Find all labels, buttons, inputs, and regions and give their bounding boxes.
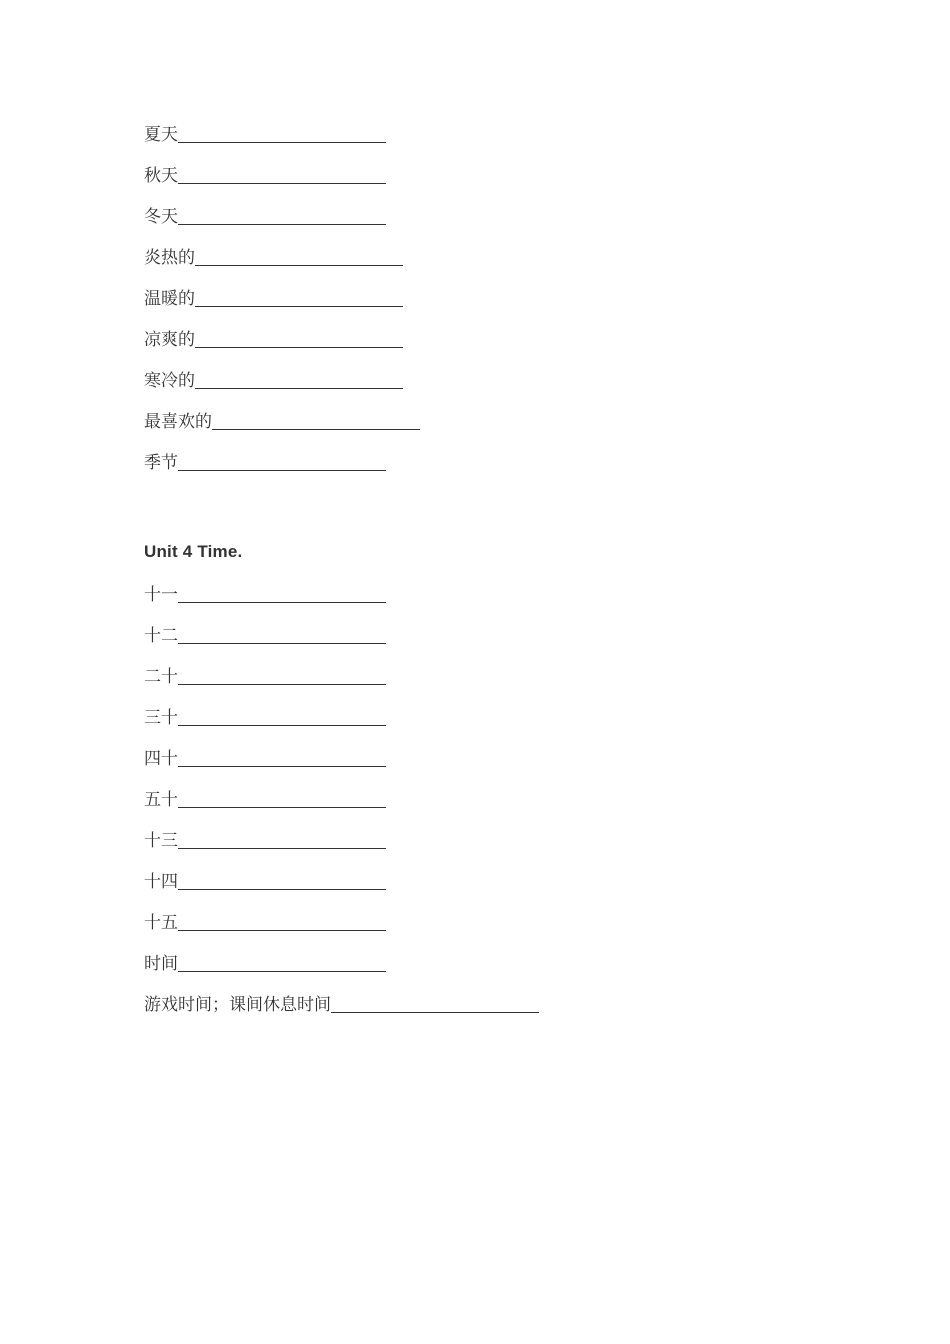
vocab-row: [144, 991, 539, 1015]
vocab-row: [144, 121, 386, 145]
vocab-label: 炎热的: [144, 248, 195, 268]
vocab-label: 十五: [144, 913, 178, 933]
vocab-label: 十三: [144, 831, 178, 851]
vocab-label: 温暖的: [144, 289, 195, 309]
vocab-row: [144, 745, 386, 769]
answer-blank[interactable]: [178, 141, 386, 143]
unit-heading: Unit 4 Time.: [144, 542, 243, 561]
answer-blank[interactable]: [178, 469, 386, 471]
answer-blank[interactable]: [178, 683, 386, 685]
answer-blank[interactable]: [331, 1011, 539, 1013]
vocab-label: 二十: [144, 667, 178, 687]
vocab-row: [144, 367, 403, 391]
answer-blank[interactable]: [178, 182, 386, 184]
vocab-label: 凉爽的: [144, 330, 195, 350]
vocab-label: 五十: [144, 790, 178, 810]
vocab-row: [144, 786, 386, 810]
vocab-row: [144, 449, 386, 473]
answer-blank[interactable]: [195, 346, 403, 348]
vocab-row: [144, 203, 386, 227]
vocab-row: [144, 622, 386, 646]
answer-blank[interactable]: [178, 806, 386, 808]
vocab-row: [144, 663, 386, 687]
vocab-label: 夏天: [144, 125, 178, 145]
answer-blank[interactable]: [178, 601, 386, 603]
vocab-label: 冬天: [144, 207, 178, 227]
answer-blank[interactable]: [178, 847, 386, 849]
vocab-row: [144, 581, 386, 605]
answer-blank[interactable]: [178, 929, 386, 931]
vocab-row: [144, 909, 386, 933]
vocab-row: [144, 285, 403, 309]
answer-blank[interactable]: [178, 888, 386, 890]
answer-blank[interactable]: [195, 264, 403, 266]
answer-blank[interactable]: [195, 387, 403, 389]
vocab-row: [144, 950, 386, 974]
vocab-label: 四十: [144, 749, 178, 769]
vocab-label: 最喜欢的: [144, 412, 212, 432]
vocab-label: 十一: [144, 585, 178, 605]
vocab-row: [144, 827, 386, 851]
vocab-label: 游戏时间；课间休息时间: [144, 995, 331, 1015]
vocab-label: 寒冷的: [144, 371, 195, 391]
vocab-row: [144, 326, 403, 350]
vocab-label: 时间: [144, 954, 178, 974]
answer-blank[interactable]: [178, 765, 386, 767]
answer-blank[interactable]: [178, 724, 386, 726]
answer-blank[interactable]: [178, 223, 386, 225]
vocab-row: [144, 408, 420, 432]
vocab-label: 十二: [144, 626, 178, 646]
answer-blank[interactable]: [178, 970, 386, 972]
vocab-label: 十四: [144, 872, 178, 892]
vocab-label: 三十: [144, 708, 178, 728]
vocab-label: 秋天: [144, 166, 178, 186]
answer-blank[interactable]: [178, 642, 386, 644]
vocab-row: [144, 162, 386, 186]
answer-blank[interactable]: [195, 305, 403, 307]
vocab-row: [144, 868, 386, 892]
answer-blank[interactable]: [212, 428, 420, 430]
vocab-row: [144, 704, 386, 728]
vocab-row: [144, 244, 403, 268]
vocab-label: 季节: [144, 453, 178, 473]
